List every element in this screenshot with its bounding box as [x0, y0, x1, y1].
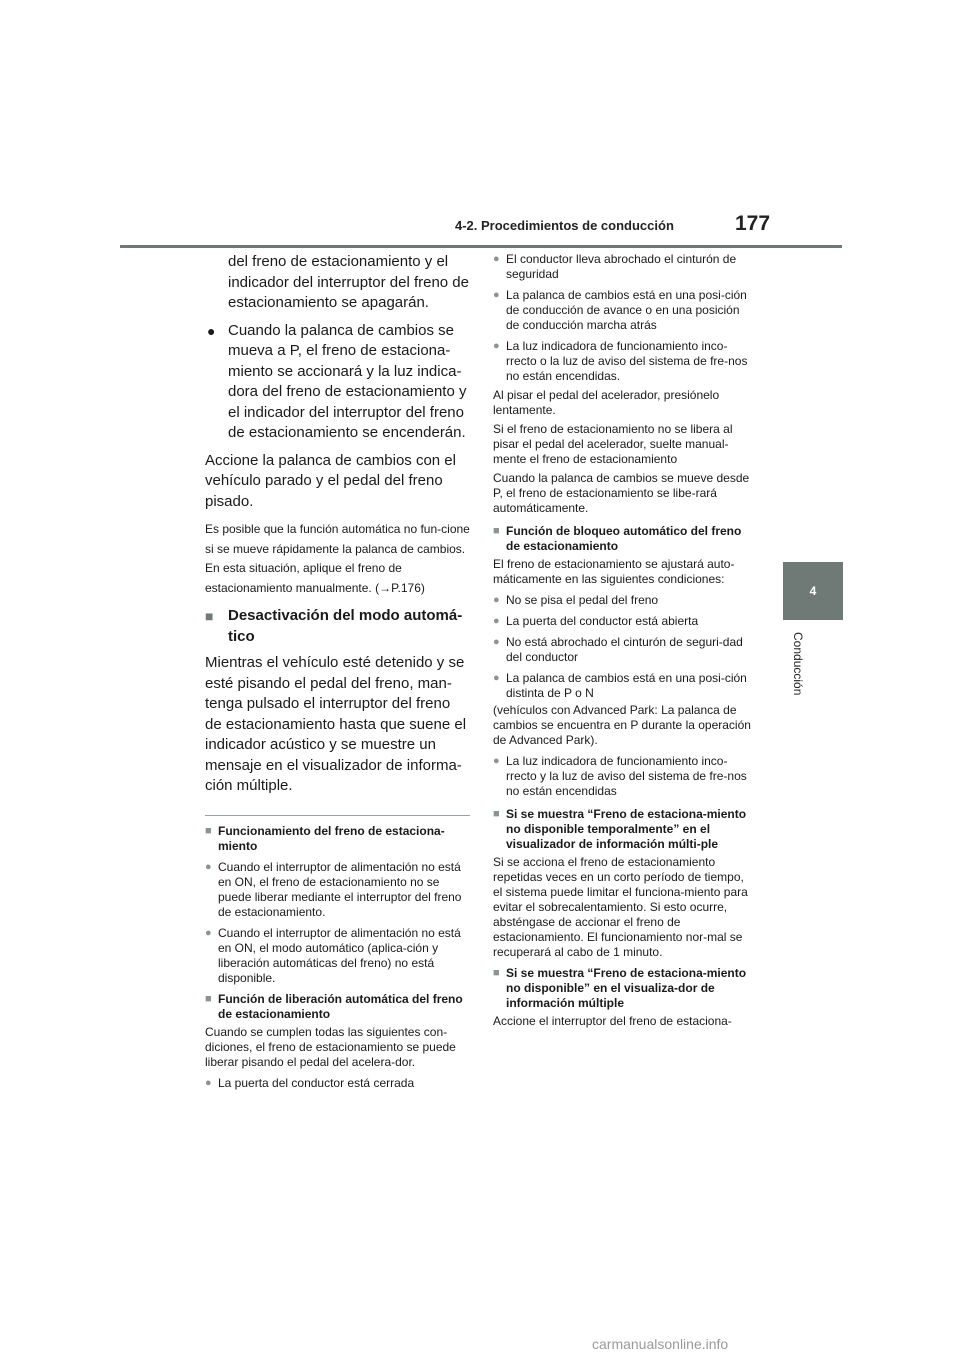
- square-bullet-icon: ■: [205, 992, 212, 1005]
- bullet-dot-icon: ●: [205, 860, 212, 873]
- section-heading: ■ Desactivación del modo automá-tico: [205, 607, 463, 645]
- square-bullet-icon: ■: [493, 525, 500, 537]
- paragraph: El freno de estacionamiento se ajustará auto-máticamente en las siguientes condiciones:: [493, 557, 735, 586]
- list-item: ● El conductor lleva abrochado el cinturón de seguridad: [493, 252, 737, 281]
- subheading: ■ Si se muestra “Freno de estaciona-miento no disponible temporalmente” en el visualizador de información múlti-ple: [493, 807, 747, 851]
- paragraph: Si el freno de estacionamiento no se libera al pisar el pedal del acelerador, suelte manual-mente el freno de estacionamiento: [493, 422, 733, 466]
- bullet-dot-icon: ●: [493, 636, 500, 648]
- section-title: 4-2. Procedimientos de conducción: [455, 218, 674, 233]
- paragraph: Cuando se cumplen todas las siguientes con-diciones, el freno de estacionamiento se puede liberar pisando el pedal del acelera-dor.: [205, 1024, 456, 1069]
- paragraph: Al pisar el pedal del acelerador, presiónelo lentamente.: [493, 388, 720, 417]
- bullet-dot-icon: ●: [493, 615, 500, 627]
- watermark: carmanualsonline.info: [592, 1336, 729, 1352]
- bullet-dot-icon: ●: [493, 289, 500, 301]
- list-item: ● La puerta del conductor está abierta: [493, 614, 699, 628]
- page-number: 177: [735, 212, 771, 235]
- bullet-dot-icon: ●: [493, 340, 500, 352]
- paragraph: Accione el interruptor del freno de estaciona-: [493, 1014, 732, 1028]
- bullet-dot-icon: ●: [493, 672, 500, 684]
- left-column: [205, 252, 470, 1091]
- list-item: ● La puerta del conductor está cerrada: [205, 1075, 415, 1090]
- paragraph: (vehículos con Advanced Park: La palanca de cambios se encuentra en P durante la operación de Advanced Park).: [493, 703, 751, 747]
- chapter-label: Conducción: [791, 632, 805, 696]
- bullet-dot-icon: ●: [205, 1076, 212, 1089]
- list-item: ● La palanca de cambios está en una posi-ción distinta de P o N: [493, 671, 747, 700]
- list-item: ● No está abrochado el cinturón de seguri-dad del conductor: [493, 635, 743, 664]
- paragraph: Si se acciona el freno de estacionamiento repetidas veces en un corto período de tiempo, el sistema puede limitar el funciona-miento para evitar el sobrecalentamiento. Si esto ocurre, absténgase de accionar el freno de estacionamiento. El funcionamiento nor-mal se recuperará al cabo de 1 minuto.: [493, 855, 748, 959]
- paragraph: Cuando la palanca de cambios se mueve desde P, el freno de estacionamiento se libe-rará automáticamente.: [493, 471, 750, 515]
- list-item: ● La luz indicadora de funcionamiento inco-rrecto y la luz de aviso del sistema de fre-nos no están encendidas: [493, 754, 747, 798]
- list-item: ● Cuando el interruptor de alimentación no está en ON, el freno de estacionamiento no se puede liberar mediante el interruptor del freno de estacionamiento.: [205, 859, 462, 919]
- subheading: ■ Función de bloqueo automático del freno de estacionamiento: [493, 524, 742, 553]
- square-bullet-icon: ■: [493, 967, 500, 979]
- header-rule: [120, 245, 842, 248]
- bullet-dot-icon: ●: [493, 253, 500, 265]
- square-bullet-icon: ■: [205, 608, 214, 624]
- paragraph: del freno de estacionamiento y el indicador del interruptor del freno de estacionamiento se apagarán.: [228, 253, 469, 311]
- note: Es posible que la función automática no fun-cione si se mueve rápidamente la palanca de cambios. En esta situación, aplique el freno de estacionamiento manualmente. (→P.176): [205, 522, 470, 595]
- list-item: ● No se pisa el pedal del freno: [493, 593, 659, 607]
- list-item: ● Cuando la palanca de cambios se mueva a P, el freno de estaciona-miento se accionará y la luz indica-dora del freno de estacionamiento y el indicador del interruptor del freno de estacionamiento se encenderán.: [207, 321, 467, 441]
- square-bullet-icon: ■: [493, 808, 500, 820]
- subheading: ■ Funcionamiento del freno de estaciona-miento: [205, 823, 445, 853]
- list-item: ● La palanca de cambios está en una posi-ción de conducción de avance o en una posición de conducción marcha atrás: [493, 288, 747, 332]
- square-bullet-icon: ■: [205, 824, 212, 837]
- chapter-tab: 4: [783, 562, 843, 620]
- list-item: ● Cuando el interruptor de alimentación no está en ON, el modo automático (aplica-ción y liberación automáticas del freno) no está disponible.: [205, 925, 461, 985]
- bullet-dot-icon: ●: [207, 322, 216, 339]
- paragraph: Mientras el vehículo esté detenido y se esté pisando el pedal del freno, man-tenga pulsado el interruptor del freno de estacionamiento hasta que suene el indicador acústico y se muestre un mensaje en el visualizador de informa-ción múltiple.: [205, 654, 467, 794]
- bullet-dot-icon: ●: [493, 755, 500, 767]
- list-item: ● La luz indicadora de funcionamiento inco-rrecto o la luz de aviso del sistema de fre-nos no están encendidas.: [493, 339, 748, 383]
- right-column: [493, 252, 755, 1029]
- bullet-dot-icon: ●: [205, 926, 212, 939]
- subheading: ■ Función de liberación automática del freno de estacionamiento: [205, 991, 463, 1021]
- subheading: ■ Si se muestra “Freno de estaciona-miento no disponible” en el visualiza-dor de información múltiple: [493, 966, 747, 1010]
- paragraph: Accione la palanca de cambios con el vehículo parado y el pedal del freno pisado.: [205, 451, 456, 510]
- bullet-dot-icon: ●: [493, 594, 500, 606]
